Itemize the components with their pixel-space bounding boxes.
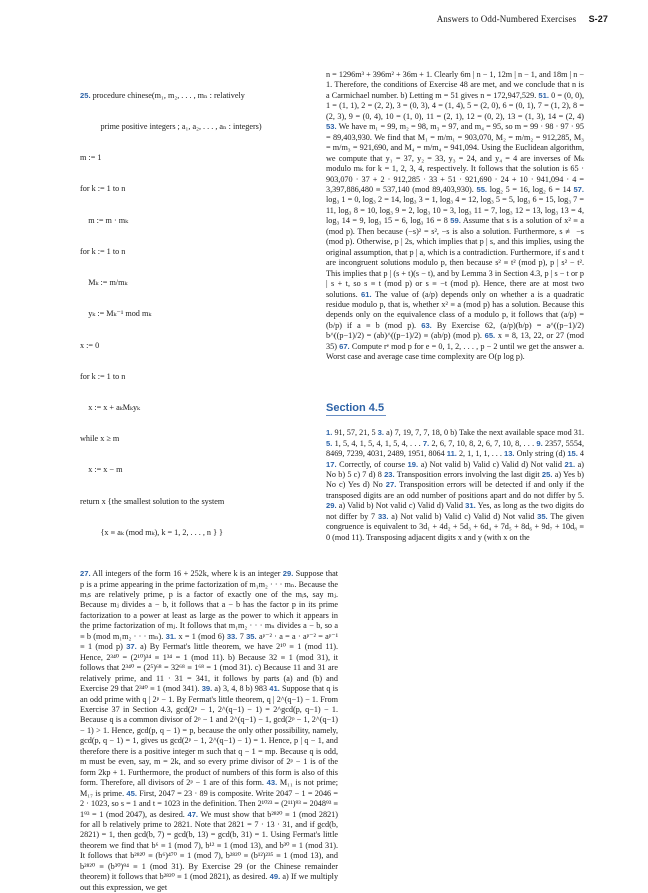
code-line: m := 1 <box>80 153 102 163</box>
exercise-answer: log₂ 5 = 16, log₂ 6 = 14 <box>489 184 571 194</box>
code-line: Mₖ := m/mₖ <box>80 278 128 288</box>
exercise-number: 31. <box>465 501 476 511</box>
exercise-answer: 91, 57, 21, 5 <box>334 428 376 438</box>
exercise-number: 47. <box>187 809 199 819</box>
exercise-number: 19. <box>407 459 419 469</box>
exercise-number: 55. <box>476 184 488 194</box>
left-column <box>80 70 338 893</box>
exercise-number: 15. <box>567 449 578 459</box>
exercise-answer: Transposition errors will be detected if and only if the transposed digits are an odd number of positions apart and do not differ by 5. <box>326 480 585 500</box>
exercise-number: 29. <box>282 569 294 579</box>
exercise-answer: We have m₁ = 99, m₂ = 98, m₃ = 97, and m₄ = 95, so m = 99 · 98 · 97 · 95 = 89,403,930. We find that M₁ = m/m₁ = 903,070, M₂ = m/m₂ = 912,285, M₃ = m/m₃ = 921,690, and M₄ = m/m₄ = 941,094. Using the Euclidean algorithm, we compute that y₁ = 37, y₂ = 33, y₃ = 24, and y₄ = 4 are inverses of Mₖ modulo mₖ for k = 1, 2, 3, 4, respectively. It follows that the solution is 65 · 903,070 · 37 + 2 · 912,285 · 33 + 51 · 921,690 · 24 + 10 · 941,094 · 4 = 3,397,886,480 ≡ 537,140 (mod 89,403,930). <box>326 122 584 194</box>
exercise-number: 67. <box>339 341 350 351</box>
exercise-number: 35. <box>246 631 257 641</box>
exercise-number: 33. <box>226 631 238 641</box>
exercise-answer: Correctly, of course <box>339 459 405 469</box>
exercise-number: 33. <box>377 511 389 521</box>
exercise-number: 43. <box>266 778 278 788</box>
exercise-answer: log₃ 1 = 0, log₃ 2 = 14, log₃ 3 = 1, log₃ 4 = 12, log₃ 5 = 5, log₃ 6 = 15, log₃ 7 = 11, log₃ 8 = 10, log₃ 9 = 2, log₃ 10 = 3, log₃ 11 = 7, log₃ 12 = 13, log₃ 13 = 4, log₃ 14 = 9, log₃ 15 = 6, log₃ 16 = 8 <box>326 195 584 226</box>
right-column <box>326 70 584 543</box>
exercise-number: 25. <box>541 469 553 479</box>
exercise-number: 31. <box>165 631 177 641</box>
code-line: for k := 1 to n <box>80 184 126 194</box>
code-line: yₖ := Mₖ⁻¹ mod mₖ <box>80 309 152 319</box>
section-heading: Section 4.5 <box>326 403 386 416</box>
code-line: for k := 1 to n <box>80 371 126 381</box>
exercise-number: 61. <box>361 289 372 299</box>
exercise-answer: a) If we multiply out this expression, we get <box>80 872 339 892</box>
exercise-answer: a) 7, 19, 7, 7, 18, 0 b) Take the next available space mod 31. <box>386 428 585 438</box>
exercise-number: 37. <box>126 642 137 652</box>
exercise-number: 3. <box>377 428 385 438</box>
answers-paragraph <box>326 428 584 543</box>
code-line: procedure chinese(m₁, m₂, . . . , mₙ : relatively <box>92 90 245 100</box>
exercise-answer: a) Not valid b) Valid c) Valid d) Not valid <box>420 459 562 469</box>
exercise-number: 7. <box>422 438 430 448</box>
exercise-answer: Yes, as long as the two digits do not differ by 7 <box>326 501 584 521</box>
code-line: x := x − m <box>80 465 123 475</box>
exercise-number: 51. <box>538 90 549 100</box>
exercise-answer: We must show that b²⁸²⁰ ≡ 1 (mod 2821) for all b relatively prime to 2821. Note that 2821 = 7 · 13 · 31, and if gcd(b, 2821) = 1, then gcd(b, 7) = gcd(b, 13) = gcd(b, 31) = 1. Using Fermat's little theorem we find that b⁶ ≡ 1 (mod 7), b¹² ≡ 1 (mod 13), and b³⁰ ≡ 1 (mod 31). It follows that b²⁸²⁰ ≡ (b⁶)⁴⁷⁰ ≡ 1 (mod 7), b²⁸²⁰ ≡ (b¹²)²³⁵ ≡ 1 (mod 13), and b²⁸²⁰ ≡ (b³⁰)⁹⁴ ≡ 1 (mod 31). By Exercise 29 (or the Chinese remainder theorem) it follows that b²⁸²⁰ ≡ 1 (mod 2821), as desired. <box>80 809 338 882</box>
page-number: S-27 <box>588 14 608 24</box>
code-line: {x ≡ aₖ (mod mₖ), k = 1, 2, . . . , n } } <box>80 527 223 537</box>
exercise-answer: 2, 1, 1, 1, . . . <box>458 449 502 459</box>
exercise-answer: 0 = (0, 0), 1 = (1, 1), 2 = (2, 2), 3 = (0, 3), 4 = (1, 4), 5 = (2, 0), 6 = (0, 1), 7 = (1, 2), 8 = (2, 3), 9 = (0, 4), 10 = (1, 0), 11 = (2, 1), 12 = (0, 2), 13 = (1, 3), 14 = (2, 4) <box>326 90 585 121</box>
exercise-number: 27. <box>80 569 91 579</box>
exercise-number: 23. <box>384 469 395 479</box>
exercise-answer: a) Valid b) Not valid c) Valid d) Valid <box>338 501 463 511</box>
exercise-answer: a) Not valid b) Valid c) Valid d) Not valid <box>391 511 535 521</box>
exercise-answer: a) No b) 5 c) 7 d) 8 <box>326 459 585 479</box>
exercise-number: 65. <box>484 331 496 341</box>
exercise-answer: a) By Fermat's little theorem, we have 2¹⁰ ≡ 1 (mod 11). Hence, 2³⁴⁰ = (2¹⁰)³⁴ ≡ 1³⁴ = 1 (mod 11). b) Because 32 ≡ 1 (mod 31), it follows that 2³⁴⁰ = (2⁵)⁶⁸ = 32⁶⁸ ≡ 1⁶⁸ = 1 (mod 31). c) Because 11 and 31 are relatively prime, and 11 · 31 = 341, it follows by parts (a) and (b) and Exercise 29 that 2³⁴⁰ ≡ 1 (mod 341). <box>80 642 338 694</box>
exercise-answer: M₁₁ is not prime; M₁₇ is prime. <box>80 778 339 798</box>
exercise-number: 57. <box>573 184 584 194</box>
exercise-number: 5. <box>326 438 333 448</box>
exercise-answer: n = 1296m³ + 396m² + 36m + 1. Clearly 6m | n − 1, 12m | n − 1, and 18m | n − 1. Therefore, the conditions of Exercise 48 are met, and we conclude that n is a Carmichael number. b) Letting m = 51 gives n = 172,947,529. <box>326 70 584 100</box>
exercise-answer: Only string (d) <box>516 449 566 459</box>
exercise-answer: x ≡ 8, 13, 22, or 27 (mod 35) <box>326 331 584 351</box>
exercise-answer: Assume that s is a solution of x² ≡ a (mod p). Then because (−s)² = s², −s is also a solution. Furthermore, s ≢ −s (mod p). Otherwise, p | 2s, which implies that p | s, and this implies, using the original assumption, that p | a, which is a contradiction. Furthermore, if s and t are incongruent solutions modulo p, then because s² ≡ t² (mod p), p | s² − t². This implies that p | (s + t)(s − t), and by Lemma 3 in Section 4.3, p | s − t or p | s + t, so s ≡ t (mod p) or s ≡ −t (mod p). Hence, there are at most two solutions. <box>326 216 584 299</box>
exercise-number: 53. <box>326 122 337 132</box>
exercise-answer: Transposition errors involving the last digit <box>396 469 540 479</box>
exercise-number: 25. <box>80 90 91 100</box>
code-line: prime positive integers ; a₁, a₂, . . . , aₙ : integers) <box>80 122 262 132</box>
exercise-number: 35. <box>537 511 548 521</box>
code-line: return x {the smallest solution to the system <box>80 496 225 506</box>
exercise-answer: First, 2047 = 23 · 89 is composite. Write 2047 − 1 = 2046 = 2 · 1023, so s = 1 and t = 1023 in the definition. Then 2¹⁰²³ = (2¹¹)⁹³ = 2048⁹³ ≡ 1⁹³ = 1 (mod 2047), as desired. <box>80 788 339 819</box>
exercise-number: 63. <box>421 320 432 330</box>
exercise-answer: By Exercise 62, (a/p)(b/p) = a^((p−1)/2) b^((p−1)/2) = (ab)^((p−1)/2) ≡ (ab/p) (mod p). <box>326 320 585 341</box>
exercise-number: 1. <box>326 428 333 438</box>
exercise-number: 49. <box>269 872 281 882</box>
answers-paragraph <box>80 569 338 893</box>
code-line: m := m · mₖ <box>80 215 129 225</box>
section-heading-wrap <box>326 381 584 418</box>
exercise-answer: Suppose that p is a prime appearing in the prime factorization of m₁m₂ · · · mₙ. Because the mᵢs are relatively prime, p is a factor of exactly one of the mᵢs, say mⱼ. Because mⱼ divides a − b, it follows that a − b has the factor p in its prime factorization to a power at least as large as the power to which it appears in the prime factorization of mⱼ. It follows that m₁m₂ · · · mₙ divides a − b, so a ≡ b (mod m₁m₂ · · · mₙ). <box>80 569 338 641</box>
code-line: x := x + aₖMₖyₖ <box>80 403 141 412</box>
code-line: while x ≥ m <box>80 434 120 444</box>
exercise-number: 9. <box>536 438 543 448</box>
code-line: x := 0 <box>80 340 100 350</box>
exercise-answer: Suppose that q is an odd prime with q | 2ᵖ − 1. By Fermat's little theorem, q | 2^(q−1) − 1. From Exercise 37 in Section 4.3, gcd(2ᵖ − 1, 2^(q−1) − 1) = 2^gcd(p, q−1) − 1. Because q is a common divisor of 2ᵖ − 1 and 2^(q−1) − 1, gcd(2ᵖ − 1, 2^(q−1) − 1) > 1. Hence, gcd(p, q − 1) = p, because the only other possibility, namely, gcd(p, q − 1) = 1, gives us gcd(2ᵖ − 1, 2^(q−1) − 1) = 1. Hence, p | q − 1, and therefore there is a positive integer m such that q − 1 = mp. Because q is odd, m must be even, say, m = 2k, and so every prime divisor of 2ᵖ − 1 is of the form 2kp + 1. Furthermore, the product of numbers of this form is also of this form. Therefore, all divisors of 2ᵖ − 1 are of this form. <box>80 684 339 788</box>
exercise-number: 21. <box>564 459 576 469</box>
running-title: Answers to Odd-Numbered Exercises <box>436 14 577 24</box>
exercise-answer: a) Yes b) No c) Yes d) No <box>326 469 585 490</box>
exercise-answer: All integers of the form 16 + 252k, where k is an integer <box>92 569 281 579</box>
exercise-number: 13. <box>503 449 515 459</box>
exercise-answer: x = 1 (mod 6) <box>178 631 225 641</box>
exercise-answer: Compute rᵉ mod p for e = 0, 1, 2, . . . , p − 2 until we get the answer a. Worst case and average case time complexity are O(p log p). <box>326 341 585 362</box>
exercise-number: 27. <box>385 480 397 490</box>
exercise-answer: aᵖ⁻² · a = a · aᵖ⁻² = aᵖ⁻¹ ≡ 1 (mod p) <box>80 631 339 652</box>
exercise-number: 59. <box>450 216 461 226</box>
exercise-number: 45. <box>126 788 137 798</box>
exercise-answer: 7 <box>239 631 244 641</box>
exercise-number: 29. <box>326 501 337 511</box>
exercise-answer: 4 <box>579 449 585 459</box>
page-header <box>437 14 608 24</box>
exercise-number: 11. <box>446 449 457 459</box>
code-line: for k := 1 to n <box>80 246 126 256</box>
exercise-answer: a) 3, 4, 8 b) 983 <box>214 684 268 694</box>
answers-paragraph <box>326 70 584 363</box>
chinese-procedure <box>80 70 338 559</box>
exercise-answer: The given congruence is equivalent to 3d₁ + 4d₂ + 5d₃ + 6d₄ + 7d₅ + 8d₆ + 9d₇ + 10d₈ ≡ 0 (mod 11). Transposing adjacent digits x and y (with x on the <box>326 511 585 542</box>
exercise-answer: 2, 6, 7, 10, 8, 2, 6, 7, 10, 8, . . . <box>431 438 535 448</box>
exercise-answer: The value of (a/p) depends only on whether a is a quadratic residue modulo p, that is, whether x² ≡ a (mod p) has a solution. Because this depends only on the equivalence class of a modulo p, it follows that (a/p) = (b/p) if a ≡ b (mod p). <box>326 289 584 330</box>
exercise-number: 39. <box>201 684 213 694</box>
exercise-answer: 2357, 5554, 8469, 7239, 4031, 2489, 1951, 8064 <box>326 438 585 459</box>
exercise-answer: 1, 5, 4, 1, 5, 4, 1, 5, 4, . . . <box>334 438 421 448</box>
exercise-number: 17. <box>326 459 337 469</box>
exercise-number: 41. <box>269 684 280 694</box>
